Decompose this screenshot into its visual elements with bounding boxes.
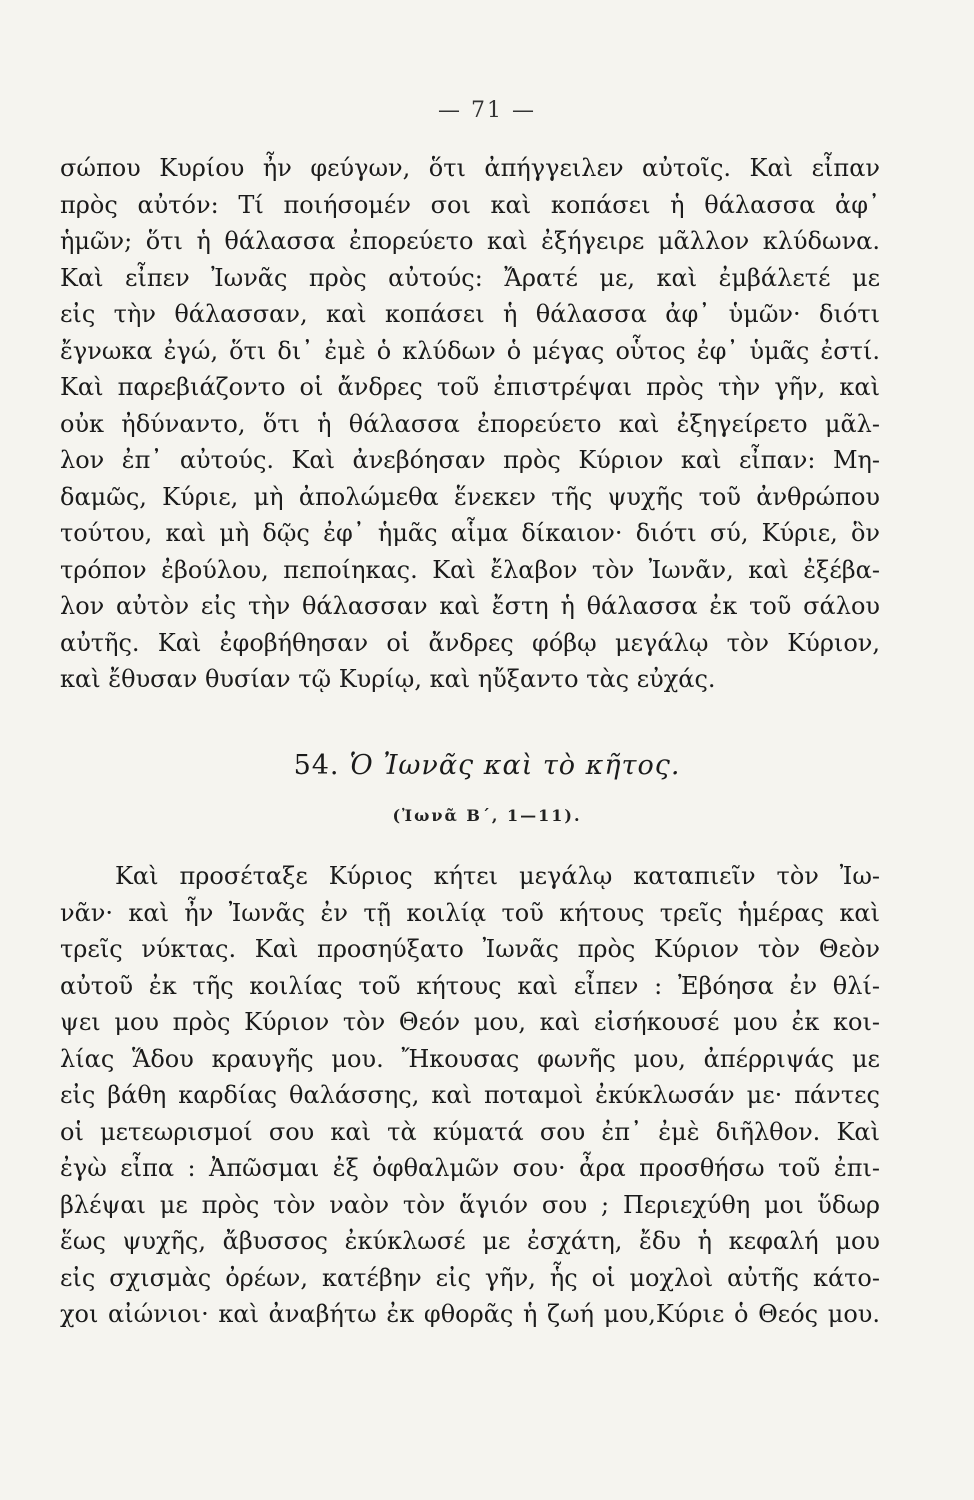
text-line: λον ἐπ᾿ αὐτούς. Καὶ ἀνεβόησαν πρὸς Κύριον καὶ εἶπαν: Μη- [60,446,880,474]
text-line: βλέψαι με πρὸς τὸν ναὸν τὸν ἅγιόν σου ; Περιεχύθη μοι ὕδωρ [60,1190,880,1219]
page-number: — 71 — [438,98,536,123]
section-heading [0,750,974,781]
text-line: εἰς βάθη καρδίας θαλάσσης, καὶ ποταμοὶ ἐκύκλωσάν με· πάντες [60,1081,880,1109]
text-line: πρὸς αὐτόν: Τί ποιήσομέν σοι καὶ κοπάσει ἡ θάλασσα ἀφ᾿ [60,190,880,219]
section-title: Ὁ Ἰωνᾶς καὶ τὸ κῆτος. [349,750,681,781]
text-line: ἔγνωκα ἐγώ, ὅτι δι᾿ ἐμὲ ὁ κλύδων ὁ μέγας οὗτος ἐφ᾿ ὑμᾶς ἐστί. [60,336,880,365]
text-line: σώπου Κυρίου ἦν φεύγων, ὅτι ἀπήγγειλεν αὐτοῖς. Καὶ εἶπαν [60,154,880,182]
section-number: 54. [293,750,340,781]
text-line: αὐτοῦ ἐκ τῆς κοιλίας τοῦ κήτους καὶ εἶπεν : Ἐβόησα ἐν θλί- [60,971,880,1000]
text-line: Καὶ προσέταξε Κύριος κήτει μεγάλῳ καταπιεῖν τὸν Ἰω- [115,862,880,890]
text-line: νᾶν· καὶ ἦν Ἰωνᾶς ἐν τῇ κοιλίᾳ τοῦ κήτους τρεῖς ἡμέρας καὶ [60,898,880,927]
text-line: τρόπον ἐβούλου, πεποίηκας. Καὶ ἔλαβον τὸν Ἰωνᾶν, καὶ ἐξέβα- [60,555,880,584]
section-reference: (Ἰωνᾶ Β΄, 1—11). [392,806,582,825]
text-line: καὶ ἔθυσαν θυσίαν τῷ Κυρίῳ, καὶ ηὔξαντο τὰς εὐχάς. [60,665,716,693]
text-line: ψει μου πρὸς Κύριον τὸν Θεόν μου, καὶ εἰσήκουσέ μου ἐκ κοι- [60,1008,880,1036]
text-line: οὐκ ἠδύναντο, ὅτι ἡ θάλασσα ἐπορεύετο καὶ ἐξηγείρετο μᾶλ- [60,409,880,438]
text-line: Καὶ εἶπεν Ἰωνᾶς πρὸς αὐτούς: Ἄρατέ με, καὶ ἐμβάλετέ με [60,263,880,292]
text-line: εἰς τὴν θάλασσαν, καὶ κοπάσει ἡ θάλασσα ἀφ᾿ ὑμῶν· διότι [60,300,880,328]
text-line: ἕως ψυχῆς, ἄβυσσος ἐκύκλωσέ με ἐσχάτη, ἔδυ ἡ κεφαλή μου [60,1227,880,1255]
text-line: ἐγὼ εἶπα : Ἀπῶσμαι ἐξ ὀφθαλμῶν σου· ἆρα προσθήσω τοῦ ἐπι- [60,1154,880,1182]
text-line: λον αὐτὸν εἰς τὴν θάλασσαν καὶ ἔστη ἡ θάλασσα ἐκ τοῦ σάλου [60,592,880,620]
text-line: τρεῖς νύκτας. Καὶ προσηύξατο Ἰωνᾶς πρὸς Κύριον τὸν Θεὸν [60,935,880,963]
body-text-top [60,150,880,698]
text-line: δαμῶς, Κύριε, μὴ ἀπολώμεθα ἕνεκεν τῆς ψυχῆς τοῦ ἀνθρώπου [60,482,880,511]
body-text-bottom [60,858,880,1333]
text-line: οἱ μετεωρισμοί σου καὶ τὰ κύματά σου ἐπ᾿ ἐμὲ διῆλθον. Καὶ [60,1117,880,1146]
text-line: εἰς σχισμὰς ὀρέων, κατέβην εἰς γῆν, ἧς οἱ μοχλοὶ αὐτῆς κάτο- [60,1263,880,1292]
text-line: Καὶ παρεβιάζοντο οἱ ἄνδρες τοῦ ἐπιστρέψαι πρὸς τὴν γῆν, καὶ [60,373,880,401]
text-line: λίας Ἅδου κραυγῆς μου. Ἤκουσας φωνῆς μου, ἀπέρριψάς με [60,1044,880,1073]
text-line: χοι αἰώνιοι· καὶ ἀναβήτω ἐκ φθορᾶς ἡ ζωή μου,Κύριε ὁ Θεός μου. [60,1300,880,1328]
text-line: τούτου, καὶ μὴ δῷς ἐφ᾿ ἡμᾶς αἷμα δίκαιον· διότι σύ, Κύριε, ὃν [60,519,880,547]
text-line: αὐτῆς. Καὶ ἐφοβήθησαν οἱ ἄνδρες φόβῳ μεγάλῳ τὸν Κύριον, [60,628,880,657]
text-line: ἡμῶν; ὅτι ἡ θάλασσα ἐπορεύετο καὶ ἐξήγειρε μᾶλλον κλύδωνα. [60,227,880,255]
